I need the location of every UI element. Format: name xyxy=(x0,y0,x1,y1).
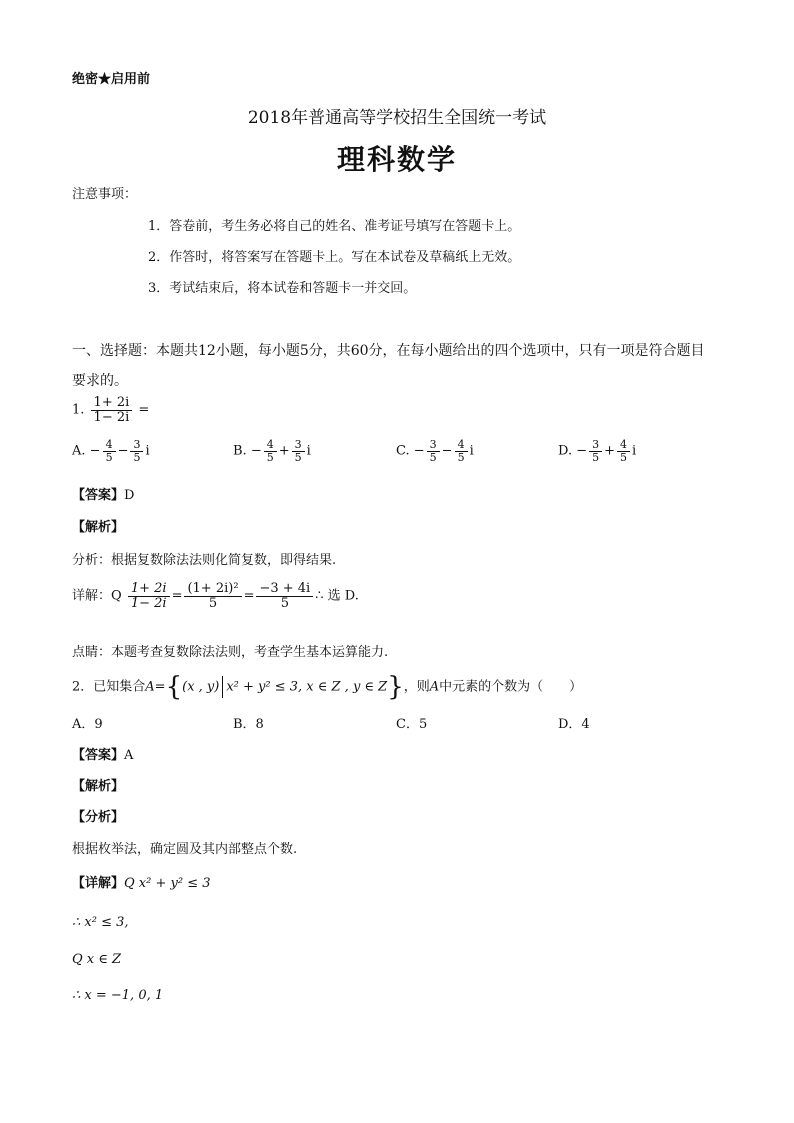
analysis-text: 根据枚举法，确定圆及其内部整点个数. xyxy=(72,842,298,857)
denominator: 5 xyxy=(429,450,437,464)
fraction xyxy=(256,582,313,610)
denominator: 5 xyxy=(208,595,218,611)
numerator: 4 xyxy=(264,439,277,452)
numerator: 3 xyxy=(292,439,305,452)
question-number: 1. xyxy=(72,402,85,418)
notice-item: 1．答卷前，考生务必将自己的姓名、准考证号填写在答题卡上。 xyxy=(148,219,521,234)
numerator: 4 xyxy=(617,439,630,452)
answer-value: A xyxy=(124,748,134,763)
imaginary-unit: i xyxy=(145,443,150,459)
denominator: 5 xyxy=(105,450,113,464)
detail-step: ∴ x = −1, 0, 1 xyxy=(72,988,164,1003)
operator: + xyxy=(278,443,290,459)
fraction xyxy=(617,439,630,463)
sign: − xyxy=(413,443,425,459)
option-b xyxy=(233,439,311,463)
numerator: (1+ 2i)² xyxy=(184,582,241,597)
operator: − xyxy=(117,443,129,459)
detail-step: Q x² + y² ≤ 3 xyxy=(124,876,211,891)
numerator: 1+ 2i xyxy=(128,582,170,597)
option-label: A. xyxy=(72,443,86,459)
exam-title: 2018年普通高等学校招生全国统一考试 xyxy=(247,108,547,128)
detail-label: 详解： xyxy=(72,588,112,604)
option-c: C．5 xyxy=(396,717,428,732)
q1-numerator: 1+ 2i xyxy=(91,396,133,411)
denominator: 5 xyxy=(457,450,465,464)
notice-item: 2．作答时，将答案写在答题卡上。写在本试卷及草稿纸上无效。 xyxy=(148,250,521,265)
set-condition: x² + y² ≤ 3, x ∈ Z , y ∈ Z xyxy=(226,679,388,695)
fraction xyxy=(130,439,143,463)
notice-heading: 注意事项： xyxy=(72,187,138,202)
confidential-label: 绝密★启用前 xyxy=(72,72,151,87)
denominator: 1− 2i xyxy=(130,595,167,611)
fraction xyxy=(455,439,468,463)
denominator: 5 xyxy=(294,450,302,464)
sign: − xyxy=(89,443,101,459)
answer-value: D xyxy=(124,488,135,503)
fraction xyxy=(589,439,602,463)
option-a xyxy=(72,439,150,463)
question-1 xyxy=(72,396,149,424)
fraction xyxy=(103,439,116,463)
option-d xyxy=(558,439,636,463)
fraction xyxy=(184,582,241,610)
section-heading: 一、选择题：本题共12小题，每小题5分，共60分，在每小题给出的四个选项中，只有一项是符合题目 xyxy=(72,343,705,359)
analysis-text: 分析：根据复数除法法则化简复数，即得结果. xyxy=(72,553,337,568)
numerator: 4 xyxy=(103,439,116,452)
q1-equals: = xyxy=(138,402,150,418)
because-symbol: Q xyxy=(111,588,122,604)
denominator: 5 xyxy=(133,450,141,464)
fraction xyxy=(128,582,170,610)
answer-line xyxy=(72,484,134,503)
question-suffix: 中元素的个数为（ ） xyxy=(439,679,583,695)
option-b: B．8 xyxy=(233,717,264,732)
equals: = xyxy=(243,588,255,604)
imaginary-unit: i xyxy=(306,443,311,459)
answer-tag: 【答案】 xyxy=(72,748,125,763)
set-symbol: A xyxy=(429,679,440,695)
left-brace: { xyxy=(165,672,183,702)
analysis-tag: 【解析】 xyxy=(72,520,125,535)
question-suffix: ，则 xyxy=(403,679,430,695)
sign: − xyxy=(576,443,588,459)
numerator: 3 xyxy=(130,439,143,452)
detail-line xyxy=(72,872,211,891)
numerator: −3 + 4i xyxy=(256,582,313,597)
dianjing-text: 点睛：本题考查复数除法法则，考查学生基本运算能力. xyxy=(72,645,389,660)
fraction xyxy=(427,439,440,463)
fenxi-tag: 【分析】 xyxy=(72,810,125,825)
numerator: 4 xyxy=(455,439,468,452)
ordered-pair: (x , y) xyxy=(182,679,220,695)
detail-tag: 【详解】 xyxy=(72,876,125,891)
question-prefix: 2．已知集合 xyxy=(72,679,146,695)
option-a: A．9 xyxy=(72,717,103,732)
option-label: B. xyxy=(233,443,247,459)
notice-item: 3．考试结束后，将本试卷和答题卡一并交回。 xyxy=(148,281,417,296)
imaginary-unit: i xyxy=(469,443,474,459)
denominator: 5 xyxy=(266,450,274,464)
detail-line xyxy=(72,582,359,610)
set-bar xyxy=(222,676,223,698)
denominator: 5 xyxy=(280,595,289,611)
analysis-tag: 【解析】 xyxy=(72,779,125,794)
equals: = xyxy=(171,588,183,604)
sign: − xyxy=(250,443,262,459)
operator: + xyxy=(604,443,616,459)
detail-step: ∴ x² ≤ 3, xyxy=(72,915,129,930)
fraction xyxy=(264,439,277,463)
fraction xyxy=(292,439,305,463)
detail-step: Q x ∈ Z xyxy=(72,952,122,967)
imaginary-unit: i xyxy=(632,443,637,459)
option-c xyxy=(396,439,474,463)
option-label: C. xyxy=(396,443,410,459)
operator: − xyxy=(441,443,453,459)
subject-title: 理科数学 xyxy=(336,143,457,176)
answer-tag: 【答案】 xyxy=(72,488,125,503)
q1-fraction xyxy=(91,396,133,424)
denominator: 5 xyxy=(620,450,628,464)
option-d: D．4 xyxy=(558,717,590,732)
right-brace: } xyxy=(387,672,404,702)
numerator: 3 xyxy=(589,439,602,452)
set-symbol: A xyxy=(145,679,155,695)
answer-line xyxy=(72,744,133,763)
equals: = xyxy=(154,679,166,695)
option-label: D. xyxy=(558,443,573,459)
denominator: 5 xyxy=(592,450,600,464)
q1-denominator: 1− 2i xyxy=(93,409,130,425)
question-2 xyxy=(72,672,582,702)
section-heading-cont: 要求的。 xyxy=(72,373,128,389)
detail-conclusion: ∴ 选 D. xyxy=(315,588,359,604)
numerator: 3 xyxy=(427,439,440,452)
